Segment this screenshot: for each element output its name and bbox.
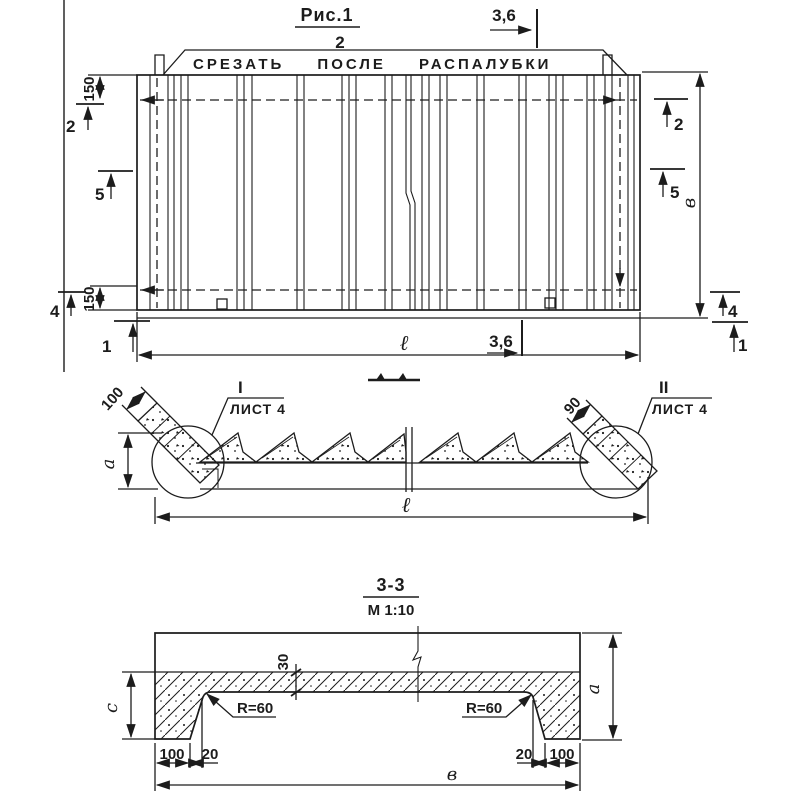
svg-text:2: 2 [674, 115, 684, 134]
plan-right-dims [650, 74, 748, 355]
plan-cut-bottom-label: 3,6 [489, 332, 513, 351]
plan-pocket-right [545, 298, 555, 308]
svg-text:1: 1 [738, 336, 748, 355]
section-title: 3-3 [376, 575, 406, 595]
elevation-view [98, 378, 712, 524]
section-radius-right [462, 695, 531, 717]
elevation-teeth [200, 433, 588, 462]
svg-text:1: 1 [102, 337, 112, 356]
svg-text:а: а [583, 683, 604, 695]
svg-text:90: 90 [560, 394, 585, 418]
plan-left-dims [50, 75, 150, 356]
svg-text:ℓ: ℓ [401, 493, 411, 517]
svg-text:150: 150 [81, 286, 98, 312]
svg-text:100: 100 [159, 746, 185, 763]
svg-text:2: 2 [66, 117, 76, 136]
svg-text:R=60: R=60 [237, 700, 274, 717]
figure-title: Рис.1 [300, 5, 354, 25]
section-bottom-dims [155, 700, 580, 791]
plan-view [50, 5, 748, 380]
svg-text:ℓ: ℓ [399, 331, 409, 355]
svg-text:в: в [446, 764, 458, 785]
svg-text:20: 20 [201, 746, 219, 763]
svg-text:с: с [101, 702, 122, 714]
elevation-end-bar-left [138, 403, 219, 483]
svg-text:100: 100 [97, 384, 128, 414]
detail-right-sheet: ЛИСТ 4 [652, 401, 708, 417]
svg-text:в: в [679, 197, 700, 209]
svg-text:R=60: R=60 [466, 700, 503, 717]
plan-pocket-left [217, 299, 227, 309]
banner-tab-left [155, 55, 164, 75]
section-dim-leg-height [101, 672, 155, 739]
banner-text: СРЕЗАТЬ ПОСЛЕ РАСПАЛУБКИ [193, 56, 552, 73]
svg-text:30: 30 [275, 653, 292, 671]
section-radius-left [207, 694, 276, 717]
detail-right-ref: II [659, 378, 669, 397]
section-scale: М 1:10 [367, 602, 415, 619]
svg-text:4: 4 [728, 302, 738, 321]
section-hatch [155, 672, 580, 739]
svg-text:5: 5 [670, 183, 680, 202]
svg-text:а: а [98, 458, 119, 470]
section-dim-width [157, 764, 578, 785]
plan-cut-top-label: 3,6 [492, 6, 516, 25]
elevation-dim-length [155, 477, 648, 524]
plan-length-dim [137, 312, 640, 380]
svg-text:150: 150 [81, 76, 98, 102]
svg-text:4: 4 [50, 302, 60, 321]
detail-left-ref: I [238, 378, 243, 397]
svg-text:5: 5 [95, 185, 105, 204]
detail-left-sheet: ЛИСТ 4 [230, 401, 286, 417]
plan-break-line [406, 75, 415, 310]
svg-text:20: 20 [515, 746, 533, 763]
plan-outline [137, 75, 640, 310]
plan-pos-top: 2 [335, 33, 345, 52]
plan-step-lines [150, 75, 634, 310]
section-dim-height [582, 633, 622, 740]
elevation-end-bar-right [583, 416, 657, 489]
svg-text:100: 100 [549, 746, 575, 763]
section-view [101, 575, 622, 791]
